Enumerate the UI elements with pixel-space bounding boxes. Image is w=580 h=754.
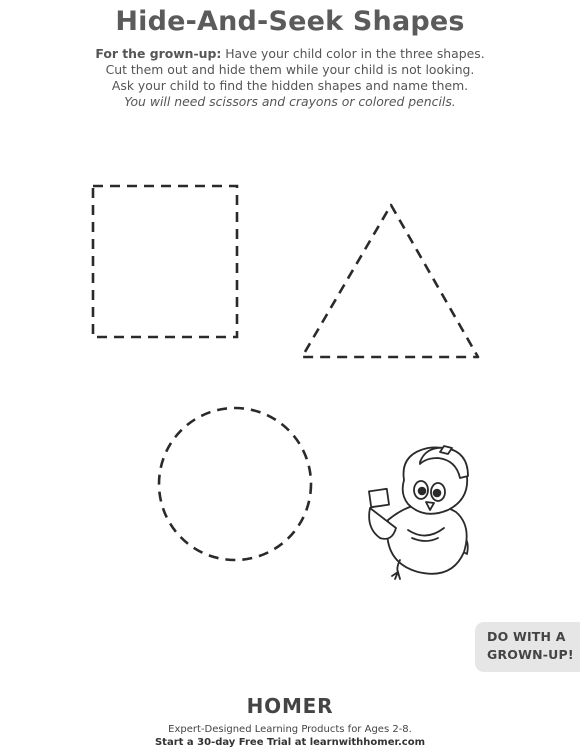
footer bbox=[0, 695, 580, 749]
instruction-line-3: Ask your child to find the hidden shapes and name them. bbox=[111, 78, 469, 93]
footer-cta-link[interactable]: Start a 30-day Free Trial at learnwithhomer.com bbox=[154, 737, 426, 748]
instruction-line-2: Cut them out and hide them while your child is not looking. bbox=[105, 62, 475, 77]
badge-line-1: DO WITH A bbox=[487, 629, 566, 644]
dashed-circle bbox=[159, 408, 311, 560]
dashed-square bbox=[93, 186, 237, 337]
dashed-triangle bbox=[302, 205, 478, 357]
footer-tagline: Expert-Designed Learning Products for Ages 2-8. bbox=[168, 724, 412, 735]
owl-illustration bbox=[369, 446, 468, 579]
grown-up-label: For the grown-up: bbox=[95, 46, 222, 61]
badge-line-2: GROWN-UP! bbox=[487, 647, 574, 662]
grown-up-badge bbox=[475, 622, 580, 672]
instruction-line-1-text: Have your child color in the three shapes. bbox=[221, 46, 485, 61]
page-title: Hide-And-Seek Shapes bbox=[115, 6, 465, 37]
homer-logo: HOMER bbox=[246, 694, 334, 718]
supplies-note: You will need scissors and crayons or colored pencils. bbox=[124, 94, 456, 109]
